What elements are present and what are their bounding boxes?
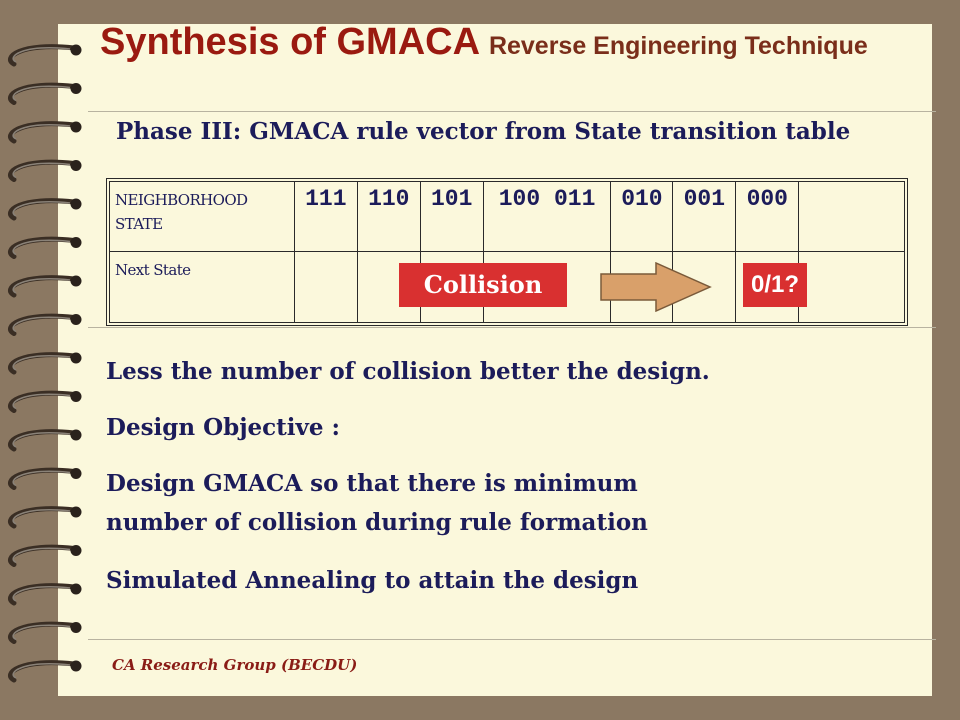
- table-cell-empty: [799, 182, 905, 252]
- ring-icon: [10, 276, 81, 296]
- ring-icon: [10, 468, 81, 488]
- paper-rule-line: [88, 327, 936, 328]
- ring-icon: [10, 314, 81, 334]
- ring-icon: [10, 199, 81, 219]
- table-cell-010: 010: [611, 182, 673, 252]
- body-line-design-2: number of collision during rule formation: [106, 509, 648, 536]
- next-state-cell: [799, 252, 905, 323]
- body-line-collision: Less the number of collision better the design.: [106, 358, 710, 385]
- ring-icon: [10, 160, 81, 180]
- neighborhood-state-label: [110, 182, 295, 252]
- table-cell-101: 101: [420, 182, 483, 252]
- table-cell-001: 001: [673, 182, 736, 252]
- table-cell-111: 111: [294, 182, 357, 252]
- next-state-label: Next State: [110, 252, 295, 323]
- ring-icon: [10, 584, 81, 604]
- ring-icon: [10, 430, 81, 450]
- ring-icon: [10, 122, 81, 142]
- ring-icon: [10, 353, 81, 373]
- ring-icon: [10, 545, 81, 565]
- ring-icon: [10, 237, 81, 257]
- slide-title: [100, 21, 930, 63]
- table-cell-100-011: 100 011: [483, 182, 611, 252]
- label-line-1: NEIGHBORHOOD: [115, 191, 248, 209]
- ring-icon: [10, 622, 81, 642]
- body-line-design-1: Design GMACA so that there is minimum: [106, 470, 638, 497]
- result-box: 0/1?: [743, 263, 807, 307]
- body-line-objective: Design Objective :: [106, 414, 341, 441]
- next-state-cell: [294, 252, 357, 323]
- title-subtitle: Reverse Engineering Technique: [488, 32, 868, 60]
- collision-box: Collision: [399, 263, 567, 307]
- ring-icon: [10, 507, 81, 527]
- notebook-rings: [0, 0, 100, 720]
- footer-credit: CA Research Group (BECDU): [112, 656, 358, 674]
- label-line-2: STATE: [115, 215, 163, 233]
- ring-icon: [10, 83, 81, 103]
- table-cell-000: 000: [736, 182, 799, 252]
- ring-icon: [10, 45, 81, 65]
- paper-rule-line: [88, 111, 936, 112]
- title-main: Synthesis of GMACA: [100, 21, 481, 63]
- body-line-annealing: Simulated Annealing to attain the design: [106, 567, 639, 594]
- ring-icon: [10, 661, 81, 681]
- table-cell-110: 110: [357, 182, 420, 252]
- right-arrow-icon: [600, 262, 712, 312]
- ring-icon: [10, 391, 81, 411]
- phase-heading: Phase III: GMACA rule vector from State transition table: [116, 118, 851, 145]
- paper-rule-line: [88, 639, 936, 640]
